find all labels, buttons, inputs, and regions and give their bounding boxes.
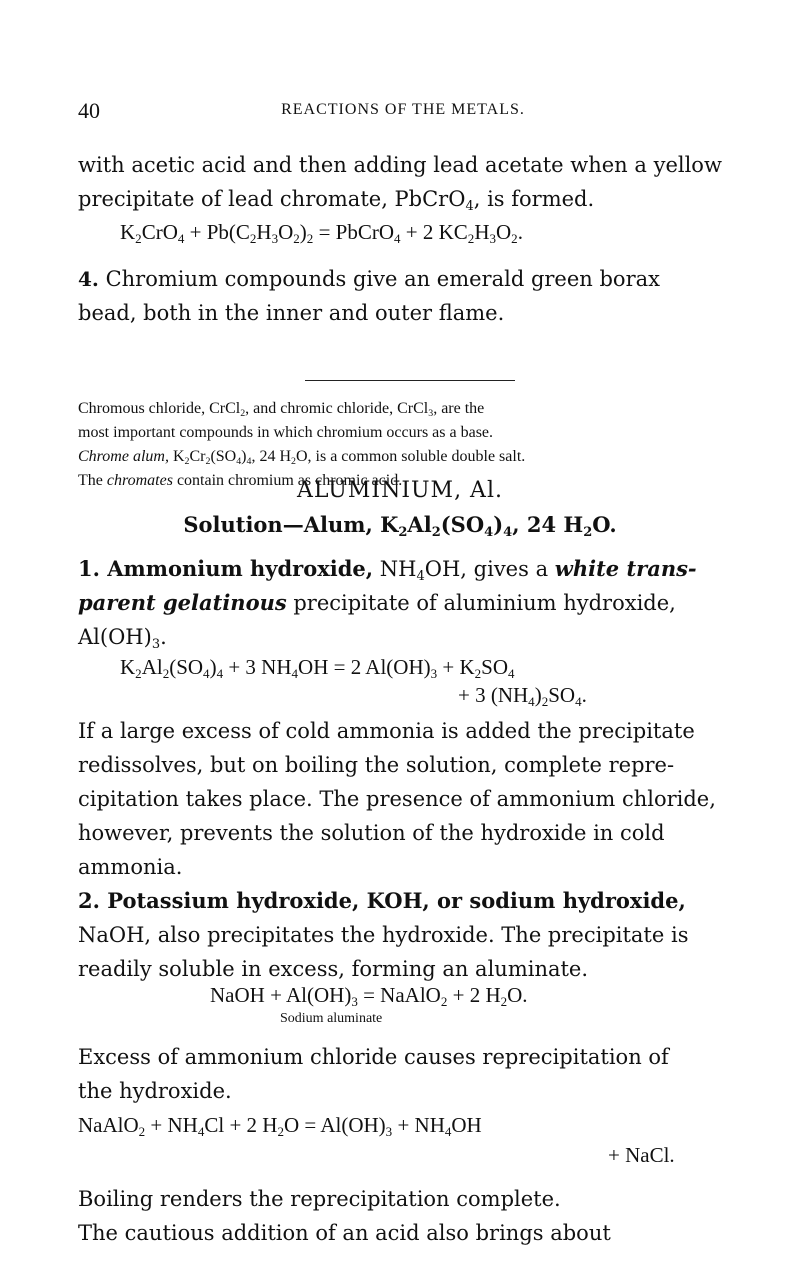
- text-line: most important compounds in which chromium occurs as a base.: [78, 424, 494, 441]
- equation-aluminate-ammonium-cont: + NaCl.: [608, 1143, 675, 1167]
- equation-sodium-aluminate: NaOH + $Al(OH)_3$ = NaAlO$_2$ + 2 $H_2O$.: [210, 983, 528, 1009]
- text-line: the hydroxide.: [78, 1079, 232, 1103]
- equation-aluminate-ammonium: NaAlO$_2$ + $NH_4Cl + 2$ $H_2O = Al(OH)_3 + NH_4OH$: [78, 1113, 482, 1139]
- paragraph-boiling: [78, 1182, 728, 1250]
- text-line: The chromates contain chromium as chromic acid.: [78, 472, 403, 489]
- equation-alum-ammonia: $K_2Al_2(SO_4)_4 + 3$ $NH_4OH = 2$ $Al(OH)_3 + K_2SO_4$: [120, 655, 515, 681]
- text-line: precipitate of lead chromate, PbCrO$_4$, is formed.: [78, 187, 595, 214]
- section-divider: [305, 380, 515, 381]
- text-line: The cautious addition of an acid also brings about: [78, 1221, 611, 1245]
- equation-lead-chromate: $K_2CrO_4 + Pb(C_2H_3O_2)_2$ = PbCrO$_4$ + 2 $KC_2H_3O_2$.: [120, 220, 523, 246]
- text-line: If a large excess of cold ammonia is added the precipitate: [78, 719, 695, 743]
- text-line: ammonia.: [78, 855, 183, 879]
- paragraph-ammonium-hydroxide: [78, 552, 728, 654]
- text-line: Chromous chloride, CrCl$_2$, and chromic chloride, CrCl$_3$, are the: [78, 400, 485, 419]
- text-line: with acetic acid and then adding lead acetate when a yellow: [78, 153, 722, 177]
- text-line: bead, both in the inner and outer flame.: [78, 301, 505, 325]
- page-header: [78, 98, 728, 128]
- text-line: $Al(OH)_3$.: [78, 625, 167, 652]
- equation-caption: Sodium aluminate: [280, 1011, 383, 1026]
- paragraph-reprecipitation: [78, 1040, 728, 1108]
- text-line: redissolves, but on boiling the solution, complete repre-: [78, 753, 675, 777]
- page-number: 40: [78, 98, 100, 123]
- text-line: Boiling renders the reprecipitation complete.: [78, 1187, 561, 1211]
- paragraph-potassium-hydroxide: [78, 884, 728, 986]
- solution-heading: Solution—Alum, $K_2Al_2(SO_4)_4$, 24 $H_2O$.: [183, 512, 617, 540]
- text-line: NaOH, also precipitates the hydroxide. The precipitate is: [78, 923, 689, 947]
- text-line: 4. Chromium compounds give an emerald green borax: [78, 267, 660, 291]
- text-line: cipitation takes place. The presence of ammonium chloride,: [78, 787, 716, 811]
- text-line: readily soluble in excess, forming an aluminate.: [78, 957, 589, 981]
- equation-alum-ammonia-cont: + 3 $(NH_4)_2SO_4$.: [458, 683, 587, 709]
- section-title-aluminium: ALUMINIUM, Al.: [297, 478, 503, 503]
- text-line: however, prevents the solution of the hydroxide in cold: [78, 821, 665, 845]
- text-line: parent gelatinous precipitate of aluminium hydroxide,: [78, 590, 676, 615]
- paragraph-excess-ammonia: [78, 714, 728, 884]
- text-line: 2. Potassium hydroxide, KOH, or sodium hydroxide,: [78, 888, 686, 913]
- running-title: REACTIONS OF THE METALS.: [281, 101, 525, 118]
- text-line: Excess of ammonium chloride causes reprecipitation of: [78, 1045, 669, 1069]
- text-line: Chrome alum, $K_2Cr_2(SO_4)_4$, 24 $H_2O$, is a common soluble double salt.: [78, 448, 526, 467]
- text-line: 1. Ammonium hydroxide, $NH_4OH$, gives a white trans-: [78, 556, 697, 584]
- paragraph-lead-acetate: [78, 148, 728, 216]
- paragraph-borax-bead: [78, 262, 728, 330]
